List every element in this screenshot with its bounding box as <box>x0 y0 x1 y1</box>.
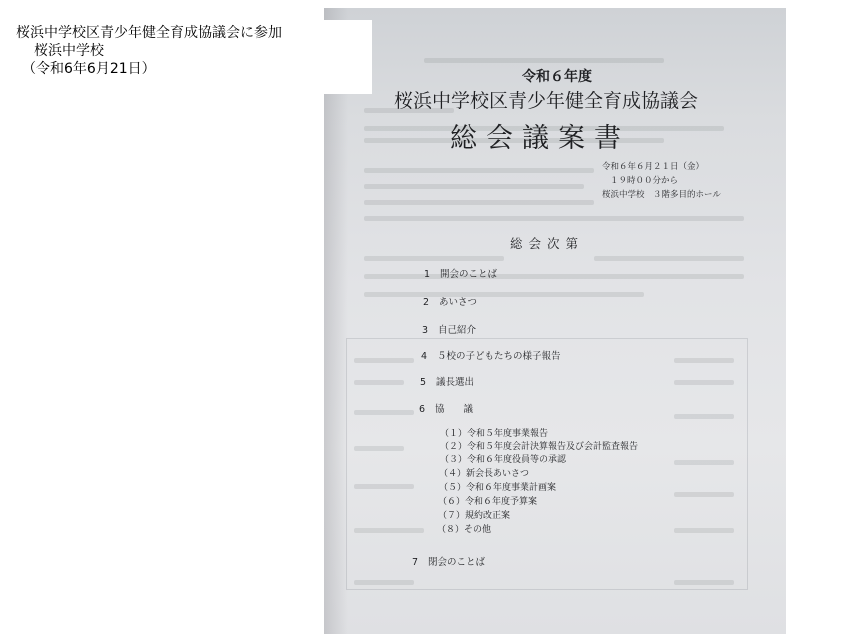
agenda-item-number: 5 <box>420 377 427 388</box>
agenda-item-number: 2 <box>423 297 430 308</box>
agenda-subitem: （５）令和６年度事業計画案 <box>439 483 557 493</box>
doc-council-name: 桜浜中学校区青少年健全育成協議会 <box>394 90 699 112</box>
agenda-item-number: 4 <box>421 351 428 362</box>
agenda-item-number: 7 <box>412 557 419 568</box>
ghost-text <box>674 580 734 585</box>
document-photo <box>324 8 786 634</box>
agenda-title: 総会次第 <box>510 236 585 251</box>
ghost-text <box>354 380 404 385</box>
agenda-item <box>423 294 477 308</box>
ghost-text <box>594 256 744 261</box>
ghost-text <box>364 200 594 205</box>
ghost-text <box>424 58 664 63</box>
agenda-subitem: （７）規約改正案 <box>438 511 511 521</box>
agenda-item <box>419 401 473 415</box>
ghost-text <box>364 274 744 279</box>
agenda-item-label: ５校の子どもたちの様子報告 <box>437 351 561 362</box>
agenda-item-number: 6 <box>419 404 426 415</box>
ghost-text <box>354 528 424 533</box>
agenda-item-label: 開会のことば <box>440 269 498 280</box>
ghost-text <box>364 216 744 221</box>
ghost-text <box>674 414 734 419</box>
ghost-text <box>354 580 414 585</box>
agenda-item-number: 1 <box>424 269 431 280</box>
agenda-item-label: 自己紹介 <box>438 325 477 336</box>
agenda-item <box>424 266 497 280</box>
ghost-text <box>364 292 644 297</box>
ghost-text <box>354 446 404 451</box>
agenda-subitem: （３）令和６年度役員等の承認 <box>440 455 567 465</box>
agenda-subitem: （４）新会長あいさつ <box>439 469 530 479</box>
ghost-text <box>674 358 734 363</box>
ghost-text <box>354 358 414 363</box>
agenda-item-label: 閉会のことば <box>428 557 486 568</box>
agenda-item-label: あいさつ <box>439 297 478 308</box>
caption-date: （令和6年6月21日） <box>22 61 156 77</box>
ghost-text <box>354 484 414 489</box>
ghost-text <box>674 492 734 497</box>
agenda-item-label: 協 議 <box>435 404 474 415</box>
ghost-text <box>364 184 584 189</box>
photo-shadow <box>324 8 348 634</box>
agenda-item-label: 議長選出 <box>436 377 475 388</box>
caption-school: 桜浜中学校 <box>34 43 104 59</box>
agenda-item <box>422 322 476 336</box>
ghost-text <box>674 380 734 385</box>
doc-meeting-time: １９時００分から <box>610 176 679 186</box>
doc-year: 令和６年度 <box>522 69 592 85</box>
ghost-text <box>674 528 734 533</box>
caption-title: 桜浜中学校区青少年健全育成協議会に参加 <box>16 25 282 41</box>
agenda-item <box>421 348 561 362</box>
agenda-subitem: （８）その他 <box>437 525 492 535</box>
ghost-text <box>354 410 414 415</box>
ghost-text <box>674 460 734 465</box>
doc-meeting-place: 桜浜中学校 ３階多目的ホール <box>602 190 721 200</box>
ghost-text <box>364 168 594 173</box>
agenda-item-closing <box>412 554 485 568</box>
caption-box <box>8 20 372 94</box>
agenda-item <box>420 374 474 388</box>
agenda-subitem: （１）令和５年度事業報告 <box>440 429 549 439</box>
agenda-subitem: （６）令和６年度予算案 <box>438 497 538 507</box>
ghost-text <box>364 256 504 261</box>
doc-title: 総会議案書 <box>450 123 630 154</box>
agenda-item-number: 3 <box>422 325 429 336</box>
agenda-subitem: （２）令和５年度会計決算報告及び会計監査報告 <box>440 442 639 452</box>
doc-meeting-date: 令和６年６月２１日（金） <box>602 162 705 172</box>
